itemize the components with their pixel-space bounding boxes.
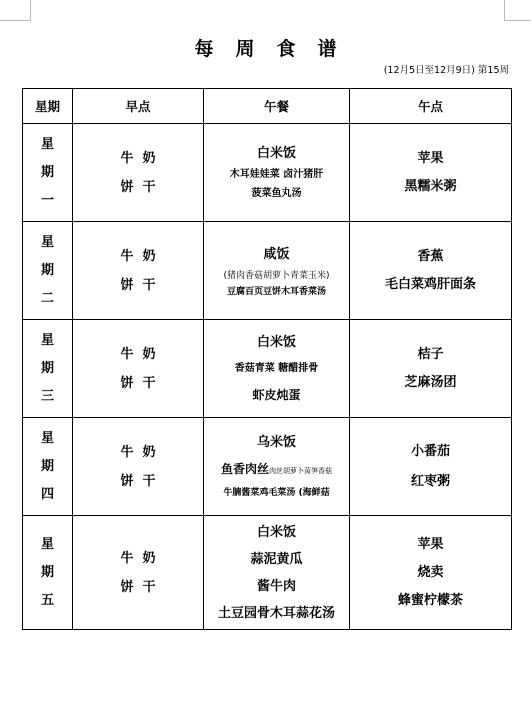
- breakfast-cell: [73, 418, 204, 516]
- day-char: 二: [40, 290, 54, 306]
- breakfast-item: 饼 干: [120, 473, 156, 489]
- header-lunch: 午餐: [204, 89, 350, 124]
- lunch-item: 蒜泥黄瓜: [250, 551, 303, 567]
- crop-mark-top-right: [504, 0, 531, 21]
- breakfast-item: 饼 干: [120, 579, 156, 595]
- breakfast-item: 牛 奶: [120, 550, 156, 566]
- snack-item: 苹果: [417, 536, 444, 552]
- breakfast-item: 牛 奶: [120, 248, 156, 264]
- snack-item: 烧卖: [417, 564, 444, 580]
- snack-item: 红枣粥: [410, 473, 450, 489]
- snack-item: 小番茄: [410, 443, 450, 459]
- lunch-item: 乌米饭: [256, 435, 296, 450]
- header-breakfast: 早点: [73, 89, 204, 124]
- lunch-item: 白米饭: [256, 334, 296, 350]
- day-cell: [23, 124, 73, 222]
- breakfast-item: 饼 干: [120, 375, 156, 391]
- day-char: 星: [40, 234, 54, 250]
- breakfast-item: 牛 奶: [120, 346, 156, 362]
- date-range-subtitle: (12月5日至12月9日) 第15周: [383, 65, 509, 76]
- breakfast-cell: [73, 516, 204, 630]
- day-char: 五: [40, 592, 54, 608]
- snack-cell: [350, 124, 512, 222]
- lunch-item: (猪肉香菇胡萝卜青菜玉米): [223, 270, 330, 281]
- breakfast-cell: [73, 124, 204, 222]
- breakfast-item: 饼 干: [120, 179, 156, 195]
- lunch-item-note: 肉丝胡萝卜莴笋香菇: [269, 467, 332, 475]
- table-row: [23, 222, 512, 320]
- day-char: 星: [40, 332, 54, 348]
- day-char: 期: [40, 262, 54, 278]
- lunch-cell: [204, 124, 350, 222]
- lunch-item: 豆腐百页豆饼木耳香菜汤: [226, 286, 326, 297]
- lunch-item: 酱牛肉: [256, 578, 296, 594]
- lunch-item: 木耳娃娃菜 卤汁猪肝: [229, 168, 324, 180]
- day-char: 星: [40, 136, 54, 152]
- snack-cell: [350, 320, 512, 418]
- breakfast-cell: [73, 320, 204, 418]
- lunch-item: 土豆园骨木耳蒜花汤: [217, 605, 335, 621]
- day-cell: [23, 418, 73, 516]
- snack-item: 桔子: [417, 346, 444, 362]
- lunch-item: 菠菜鱼丸汤: [251, 187, 302, 199]
- day-char: 一: [40, 192, 54, 208]
- day-char: 四: [40, 486, 54, 502]
- snack-item: 黑糯米粥: [404, 178, 457, 194]
- crop-mark-top-left: [0, 0, 31, 21]
- lunch-item: 虾皮炖蛋: [252, 387, 301, 402]
- snack-item: 蜂蜜柠檬茶: [397, 592, 463, 608]
- snack-item: 毛白菜鸡肝面条: [384, 276, 476, 292]
- table-header-row: [23, 89, 512, 124]
- day-char: 期: [40, 564, 54, 580]
- breakfast-item: 牛 奶: [120, 150, 156, 166]
- lunch-item: 鱼香肉丝: [220, 462, 269, 476]
- snack-cell: [350, 222, 512, 320]
- header-day: 星期: [23, 89, 73, 124]
- lunch-cell: [204, 418, 350, 516]
- breakfast-cell: [73, 222, 204, 320]
- table-row: [23, 516, 512, 630]
- table-row: [23, 124, 512, 222]
- lunch-item: 白米饭: [256, 524, 296, 540]
- day-char: 期: [40, 458, 54, 474]
- table-row: [23, 418, 512, 516]
- lunch-item: 咸饭: [263, 246, 290, 262]
- day-char: 星: [40, 536, 54, 552]
- breakfast-item: 牛 奶: [120, 444, 156, 460]
- lunch-item-line: [204, 457, 349, 482]
- day-char: 三: [40, 388, 54, 404]
- lunch-item: 牛腩酱菜鸡毛菜汤 (海鲜菇: [223, 488, 330, 498]
- day-char: 期: [40, 164, 54, 180]
- day-cell: [23, 222, 73, 320]
- snack-item: 苹果: [417, 150, 444, 166]
- day-cell: [23, 516, 73, 630]
- day-char: 期: [40, 360, 54, 376]
- lunch-cell: [204, 222, 350, 320]
- lunch-cell: [204, 516, 350, 630]
- snack-cell: [350, 516, 512, 630]
- header-snack: 午点: [350, 89, 512, 124]
- weekly-menu-table: [22, 88, 512, 630]
- lunch-item: 白米饭: [256, 145, 296, 161]
- page-title: 每周食谱: [194, 38, 359, 60]
- table-row: [23, 320, 512, 418]
- snack-item: 香蕉: [417, 248, 444, 264]
- lunch-cell: [204, 320, 350, 418]
- lunch-item: 香菇青菜 糖醋排骨: [234, 362, 319, 374]
- day-cell: [23, 320, 73, 418]
- breakfast-item: 饼 干: [120, 277, 156, 293]
- day-char: 星: [40, 430, 54, 446]
- snack-cell: [350, 418, 512, 516]
- snack-item: 芝麻汤团: [404, 374, 457, 390]
